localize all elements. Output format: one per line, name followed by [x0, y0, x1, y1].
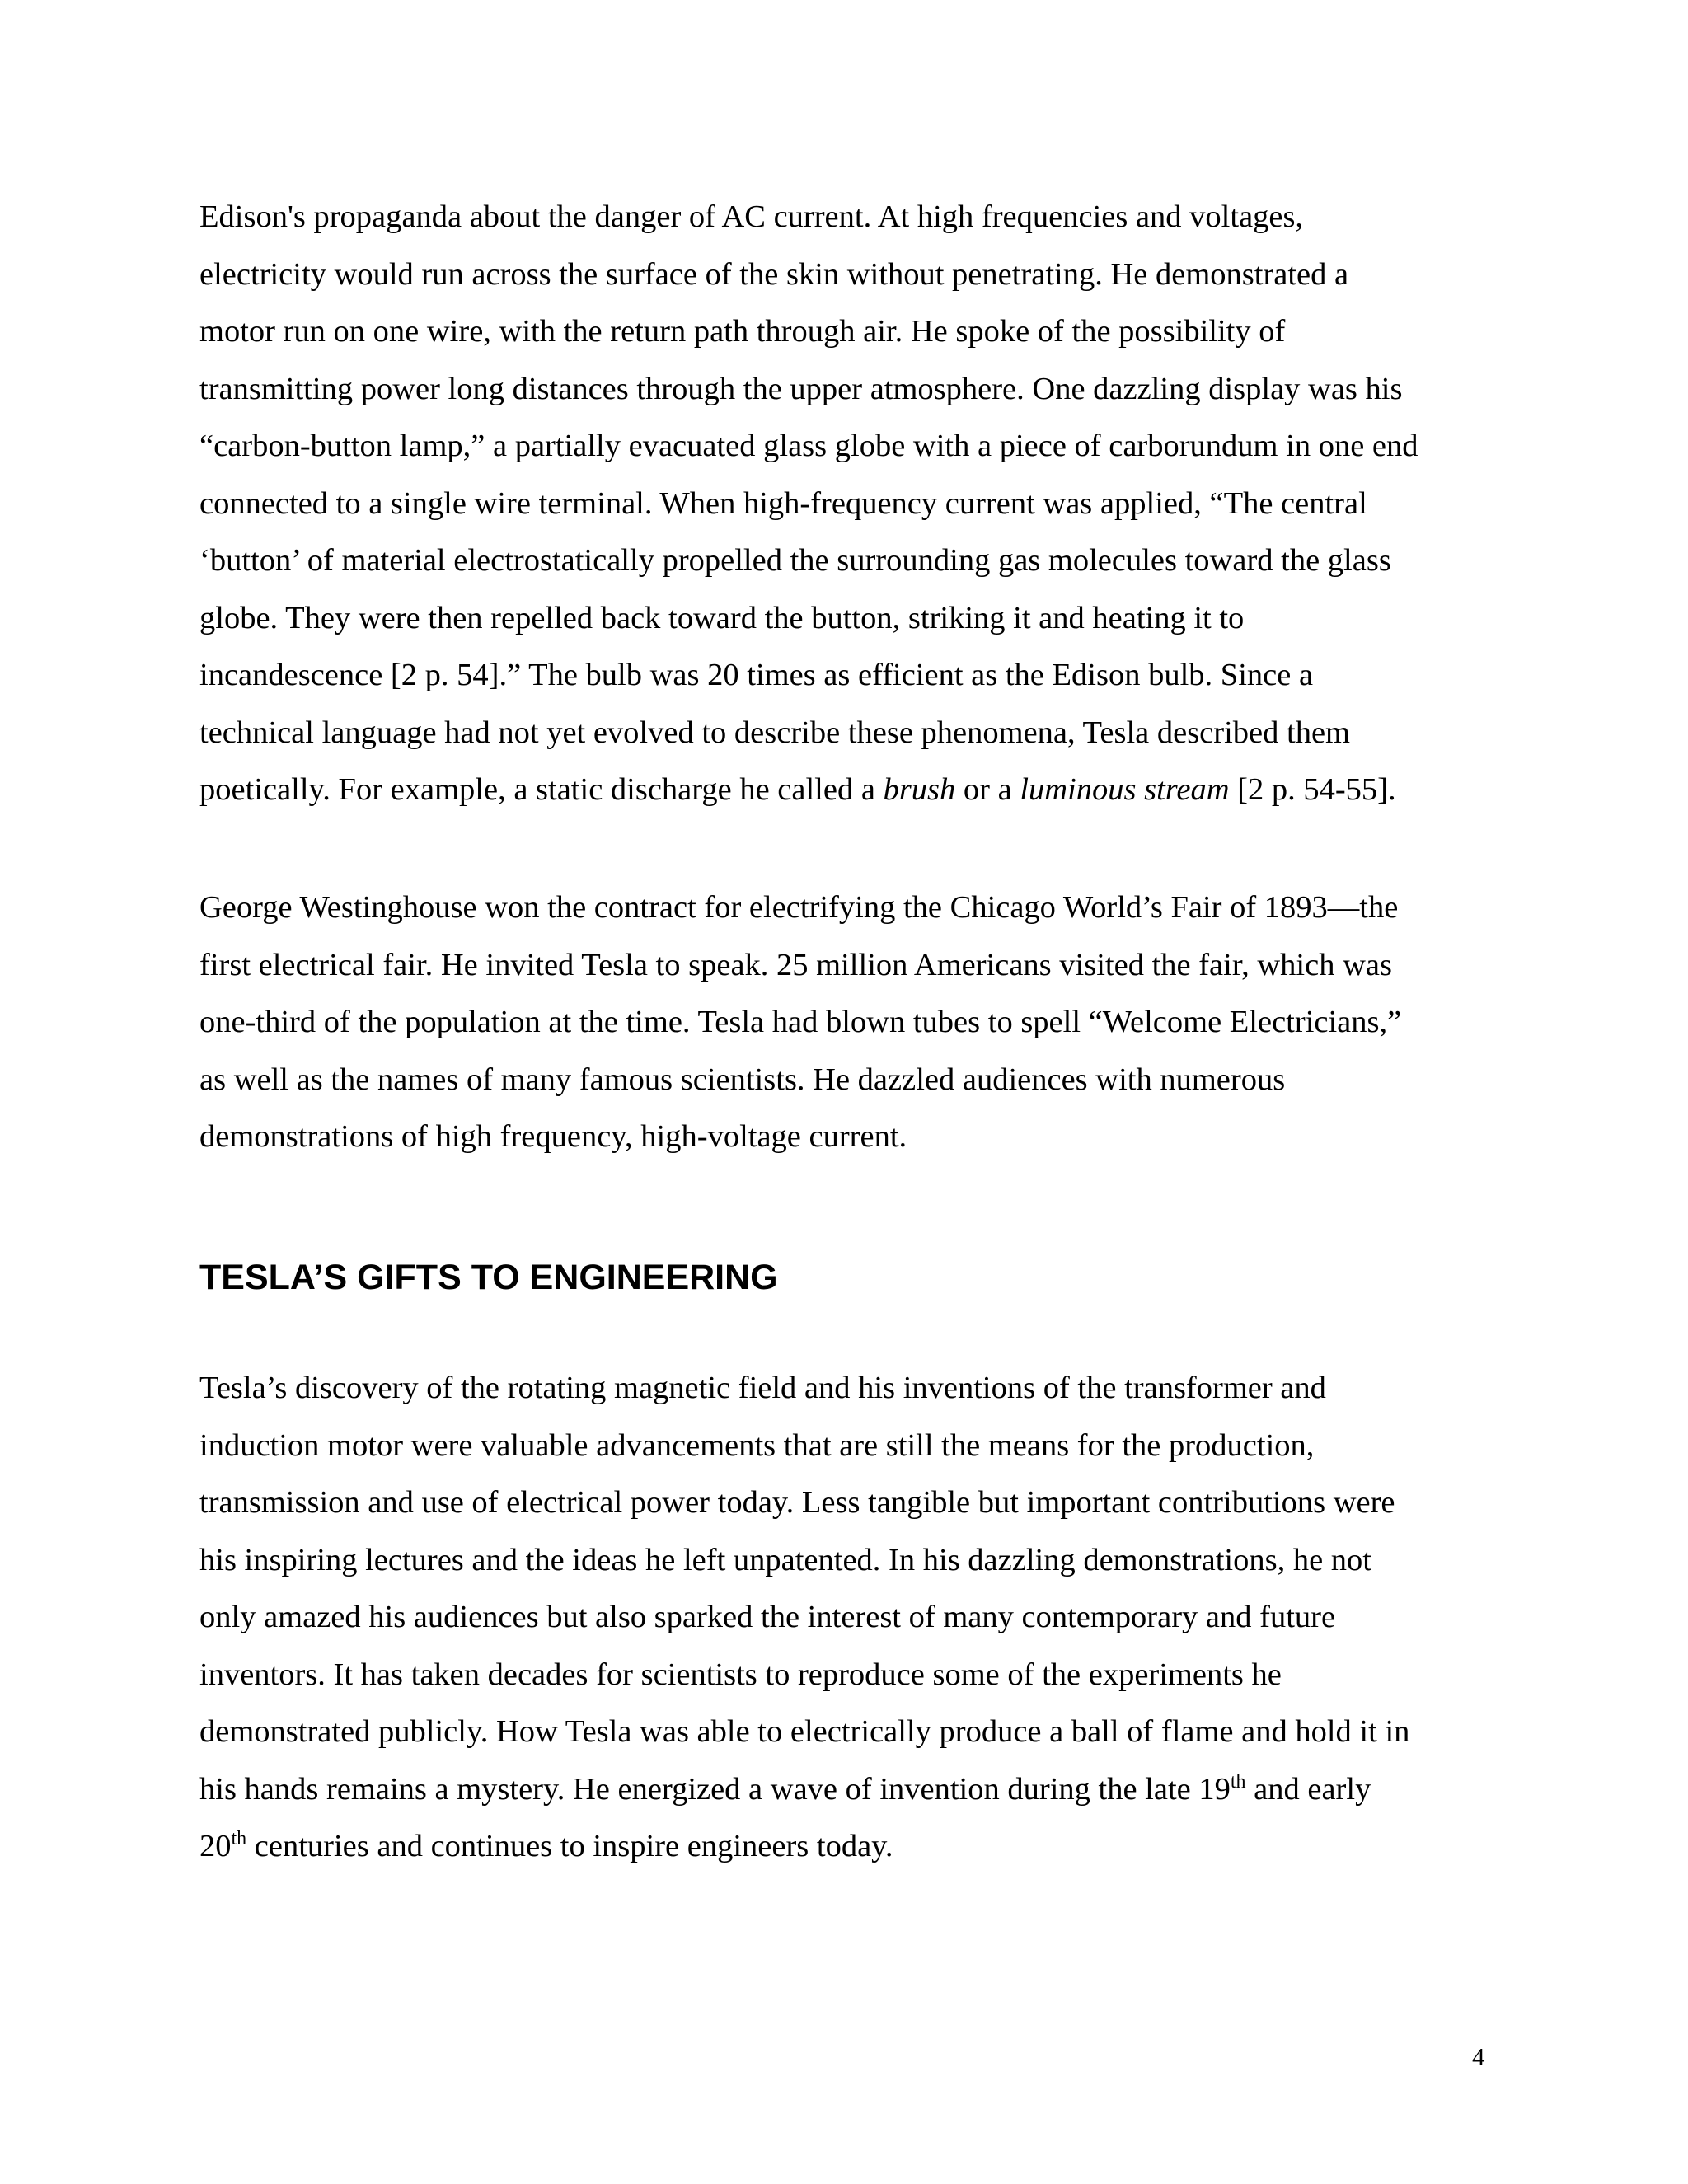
text-line: demonstrated publicly. How Tesla was able to electrically produce a ball of flame and hold it in [199, 1714, 1410, 1749]
paragraph-gifts-to-engineering [199, 1360, 1502, 1876]
text-line [199, 1761, 1502, 1819]
text-run: and early [1245, 1771, 1372, 1807]
paragraph-worlds-fair [199, 879, 1502, 1166]
section-heading: TESLA’S GIFTS TO ENGINEERING [199, 1258, 778, 1297]
text-line: technical language had not yet evolved to describe these phenomena, Tesla described them [199, 715, 1350, 750]
italic-term-brush: brush [883, 772, 956, 807]
text-line: first electrical fair. He invited Tesla to speak. 25 million Americans visited the fair, which was [199, 947, 1392, 982]
text-line: connected to a single wire terminal. When high-frequency current was applied, “The central [199, 485, 1367, 521]
text-line [199, 762, 1502, 819]
superscript-ordinal: th [231, 1828, 247, 1849]
page-number: 4 [1472, 2042, 1485, 2071]
text-line: only amazed his audiences but also sparked the interest of many contemporary and future [199, 1600, 1336, 1634]
text-line [199, 1818, 1502, 1876]
text-line: his inspiring lectures and the ideas he left unpatented. In his dazzling demonstrations, he not [199, 1542, 1372, 1577]
text-run: or a [955, 772, 1020, 807]
text-line: globe. They were then repelled back toward the button, striking it and heating it to [199, 600, 1245, 635]
text-line: inventors. It has taken decades for scientists to reproduce some of the experiments he [199, 1657, 1282, 1692]
superscript-ordinal: th [1230, 1770, 1246, 1793]
text-line: induction motor were valuable advancements that are still the means for the production, [199, 1427, 1315, 1463]
italic-term-luminous-stream: luminous stream [1020, 772, 1230, 807]
text-run: poetically. For example, a static discharge he called a [199, 772, 884, 807]
text-run: 20 [199, 1829, 232, 1863]
text-run: centuries and continues to inspire engineers today. [246, 1829, 893, 1863]
text-line: “carbon-button lamp,” a partially evacuated glass globe with a piece of carborundum in one end [199, 429, 1418, 463]
text-line: Edison's propaganda about the danger of AC current. At high frequencies and voltages, [199, 199, 1304, 234]
text-line: transmitting power long distances through the upper atmosphere. One dazzling display was his [199, 371, 1403, 406]
text-line: one-third of the population at the time. Tesla had blown tubes to spell “Welcome Electricians,” [199, 1005, 1402, 1039]
text-run: [2 p. 54-55]. [1229, 772, 1396, 807]
text-line: transmission and use of electrical power today. Less tangible but important contributions were [199, 1485, 1395, 1520]
text-line: demonstrations of high frequency, high-voltage current. [199, 1119, 907, 1154]
text-line: ‘button’ of material electrostatically propelled the surrounding gas molecules toward the glass [199, 543, 1391, 578]
paragraph-ac-demonstrations [199, 189, 1502, 819]
text-line: incandescence [2 p. 54].” The bulb was 20 times as efficient as the Edison bulb. Since a [199, 658, 1314, 692]
text-line: George Westinghouse won the contract for electrifying the Chicago World’s Fair of 1893—the [199, 890, 1399, 925]
text-line: electricity would run across the surface of the skin without penetrating. He demonstrated a [199, 256, 1349, 292]
text-line: motor run on one wire, with the return path through air. He spoke of the possibility of [199, 314, 1286, 349]
text-line: as well as the names of many famous scientists. He dazzled audiences with numerous [199, 1062, 1286, 1097]
text-line: Tesla’s discovery of the rotating magnetic field and his inventions of the transformer and [199, 1371, 1326, 1405]
text-run: his hands remains a mystery. He energized a wave of invention during the late 19 [199, 1771, 1231, 1807]
